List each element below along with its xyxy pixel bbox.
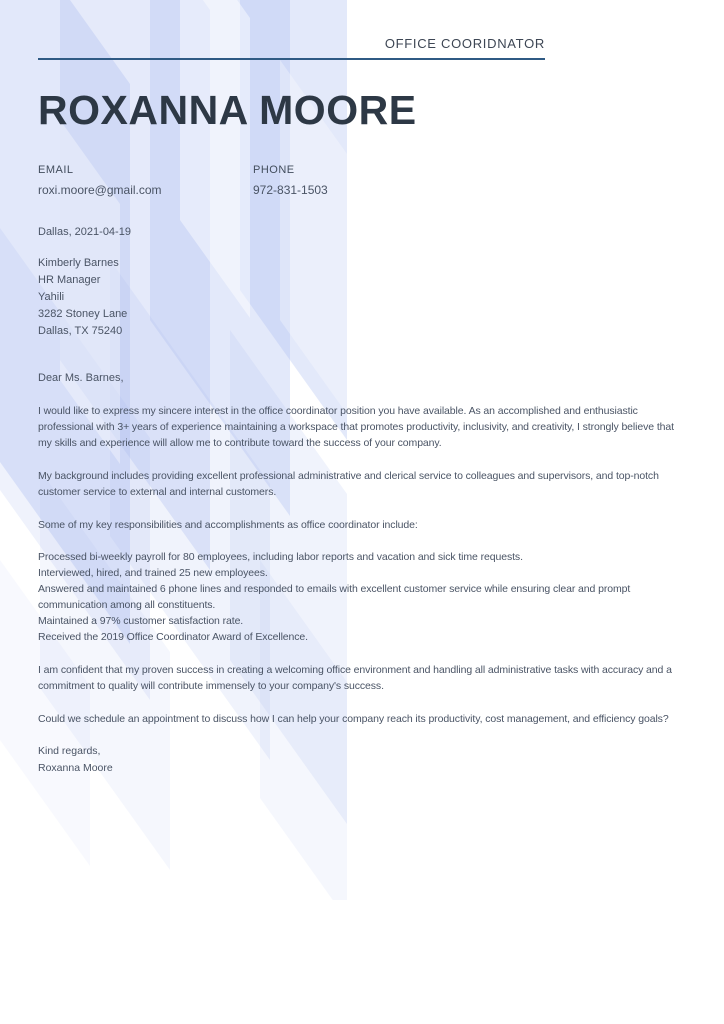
job-title: OFFICE COORIDNATOR — [384, 36, 545, 51]
accomplishment-item: Answered and maintained 6 phone lines and responded to emails with excellent customer service while ensuring clear and prompt communication among all constituents. — [38, 583, 631, 611]
accomplishment-item: Processed bi-weekly payroll for 80 employees, including labor reports and vacation and sick time requests. — [38, 551, 523, 563]
recipient-title: HR Manager — [38, 274, 101, 286]
header-rule — [38, 58, 545, 60]
contact-phone — [253, 164, 328, 198]
page-title: ROXANNA MOORE — [38, 87, 417, 133]
recipient-block — [38, 255, 690, 340]
paragraph-intro: I would like to express my sincere interest in the office coordinator position you have available. As an accomplished and enthusiastic professional with 3+ years of experience maintaining a workspace that promotes productivity, inclusivity, and creativity, I strongly believe that my skills and experience will allow me to contribute toward the success of your company. — [38, 405, 674, 449]
recipient-name: Kimberly Barnes — [38, 257, 119, 269]
email-value: roxi.moore@gmail.com — [38, 183, 162, 197]
contact-section — [38, 164, 690, 198]
signature-block — [38, 743, 690, 776]
accomplishment-item: Maintained a 97% customer satisfaction rate. — [38, 615, 244, 627]
letter-header — [38, 36, 545, 51]
recipient-street: 3282 Stoney Lane — [38, 308, 128, 320]
signature: Roxanna Moore — [38, 761, 113, 774]
signoff: Kind regards, — [38, 745, 101, 757]
accomplishment-item: Received the 2019 Office Coordinator Award of Excellence. — [38, 631, 308, 643]
accomplishment-item: Interviewed, hired, and trained 25 new employees. — [38, 567, 268, 579]
phone-value: 972-831-1503 — [253, 183, 328, 197]
accomplishments-list — [38, 549, 690, 645]
paragraph-background: My background includes providing excellent professional administrative and clerical service to colleagues and supervisors, and top-notch customer service to external and internal customers. — [38, 470, 659, 498]
phone-label: PHONE — [253, 164, 295, 176]
email-label: EMAIL — [38, 164, 74, 176]
letter-body — [38, 403, 690, 727]
accomplishments-lead: Some of my key responsibilities and accomplishments as office coordinator include: — [38, 519, 418, 531]
recipient-city: Dallas, TX 75240 — [38, 325, 123, 337]
paragraph-call-to-action: Could we schedule an appointment to discuss how I can help your company reach its productivity, cost management, and efficiency goals? — [38, 713, 669, 725]
contact-email — [38, 164, 253, 198]
salutation: Dear Ms. Barnes, — [38, 372, 124, 384]
recipient-company: Yahili — [38, 291, 65, 303]
paragraph-confidence: I am confident that my proven success in creating a welcoming office environment and handling all administrative tasks with accuracy and a commitment to quality will contribute immensely to your company's success. — [38, 664, 672, 692]
dateline: Dallas, 2021-04-19 — [38, 226, 131, 238]
